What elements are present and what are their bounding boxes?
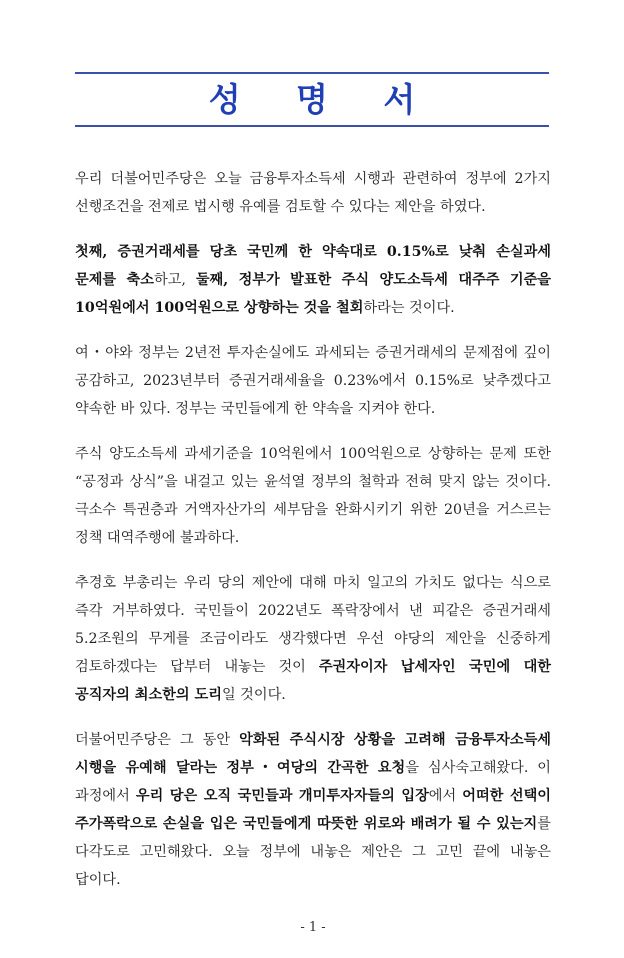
bold-text: 주권자이자 납세자인 국민에 대한 공직자의 최소한의 도리 <box>75 659 551 703</box>
bold-text: 둘째, 정부가 발표한 주식 양도소득세 대주주 기준을 10억원에서 100억원으로 상향하는 것을 철회 <box>75 272 552 316</box>
paragraph-1 <box>75 165 551 221</box>
paragraph-2 <box>75 238 551 322</box>
text: 여・야와 정부는 2년전 투자손실에도 과세되는 증권거래세의 문제점에 깊이 공감하고, 2023년부터 증권거래세율을 0.23%에서 0.15%로 낮추겠다고 약속한 바 있다. 정부는 국민들에게 한 약속을 지켜야 한다. <box>75 345 551 417</box>
paragraph-5 <box>75 569 551 709</box>
text: 우리 더불어민주당은 오늘 금융투자소득세 시행과 관련하여 정부에 2가지 선행조건을 전제로 법시행 유예를 검토할 수 있다는 제안을 하였다. <box>75 171 551 215</box>
text: 에서 <box>428 788 463 804</box>
text: 일 것이다. <box>221 687 286 703</box>
text: 하고, <box>153 272 196 288</box>
bold-text: 첫째, 증권거래세를 당초 국민께 한 약속대로 0.15%로 낮춰 손실과세 문제를 축소 <box>75 244 551 288</box>
title-rule-bottom <box>75 125 549 127</box>
text: 를 다각도로 고민해왔다. 오늘 정부에 내놓은 제안은 그 고민 끝에 내놓은 답이다. <box>75 816 551 888</box>
document-title: 성 명 서 <box>208 80 438 119</box>
bold-text: 악화된 주식시장 상황을 고려해 금융투자소득세 시행을 유예해 달라는 정부・여당의 간곡한 요청 <box>75 732 551 776</box>
paragraph-6 <box>75 726 551 894</box>
text: 추경호 부총리는 우리 당의 제안에 대해 마치 일고의 가치도 없다는 식으로 즉각 거부하였다. 국민들이 2022년도 폭락장에서 낸 피같은 증권거래세 5.2조원의 무게를 조금이라도 생각했다면 우선 야당의 제안을 신중하게 검토하겠다는 답부터 내놓는 것이 <box>75 575 551 675</box>
text: 을 심사숙고해왔다. 이 과정에서 <box>75 760 551 804</box>
page-number: - 1 - <box>300 920 326 935</box>
bold-text: 어떠한 선택이 주가폭락으로 손실을 입은 국민들에게 따뜻한 위로와 배려가 될 수 있는지 <box>75 788 551 832</box>
title-rule-top <box>75 72 549 74</box>
paragraph-4 <box>75 440 551 552</box>
text: 더불어민주당은 그 동안 <box>75 732 240 748</box>
text: 하라는 것이다. <box>363 300 455 316</box>
paragraph-3 <box>75 339 551 423</box>
text: 주식 양도소득세 과세기준을 10억원에서 100억원으로 상향하는 문제 또한 “공정과 상식”을 내걸고 있는 윤석열 정부의 철학과 전혀 맞지 않는 것이다. 극소수 특권층과 거액자산가의 세부담을 완화시키기 위한 20년을 거스르는 정책 대역주행에 불과하다. <box>75 446 551 546</box>
bold-text: 우리 당은 오직 국민들과 개미투자자들의 입장 <box>135 788 429 804</box>
